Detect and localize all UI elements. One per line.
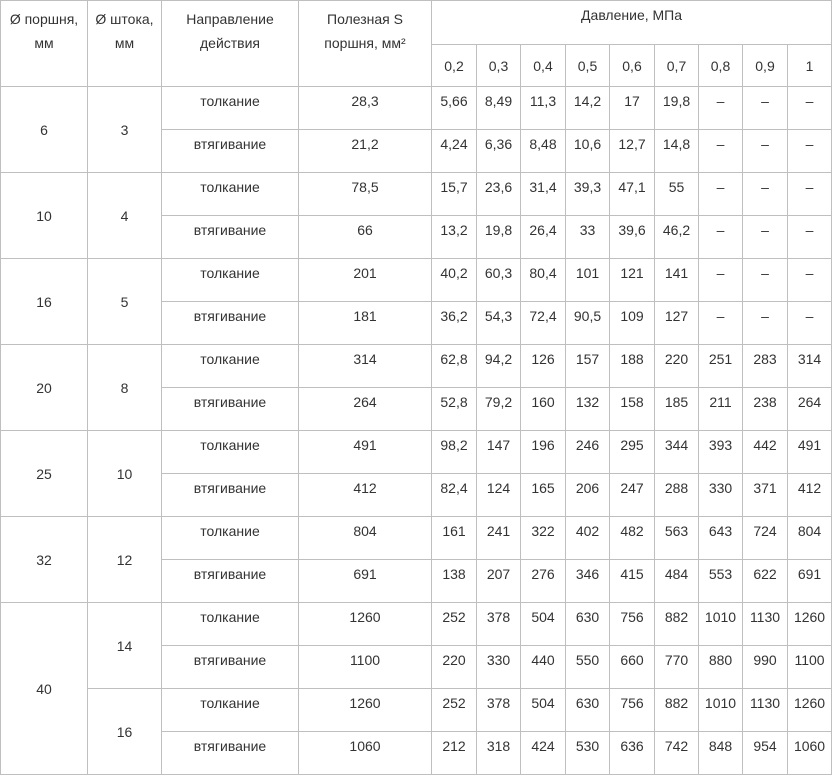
- area-cell: 66: [299, 216, 432, 259]
- direction-cell: толкание: [162, 87, 299, 130]
- table-row: [1, 517, 832, 560]
- pressure-value: 0,3: [477, 45, 521, 87]
- force-value-cell: 101: [566, 259, 610, 302]
- force-value-cell: 530: [566, 732, 610, 775]
- piston-diameter-cell: 25: [1, 431, 88, 517]
- force-value-cell: 211: [699, 388, 743, 431]
- force-value-cell: 276: [521, 560, 566, 603]
- rod-diameter-cell: 12: [88, 517, 162, 603]
- force-value-cell: 33: [566, 216, 610, 259]
- area-cell: 1260: [299, 689, 432, 732]
- force-value-cell: 62,8: [432, 345, 477, 388]
- force-value-cell: 1100: [788, 646, 832, 689]
- force-value-cell: 19,8: [477, 216, 521, 259]
- force-value-cell: 742: [655, 732, 699, 775]
- force-value-cell: 1010: [699, 603, 743, 646]
- pressure-value: 1: [788, 45, 832, 87]
- force-value-cell: 60,3: [477, 259, 521, 302]
- direction-cell: втягивание: [162, 302, 299, 345]
- pressure-value: 0,4: [521, 45, 566, 87]
- force-value-cell: 504: [521, 689, 566, 732]
- table-row: [1, 431, 832, 474]
- force-value-cell: 424: [521, 732, 566, 775]
- force-value-cell: 127: [655, 302, 699, 345]
- area-cell: 28,3: [299, 87, 432, 130]
- force-value-cell: –: [743, 302, 788, 345]
- direction-cell: толкание: [162, 345, 299, 388]
- rod-diameter-cell: 14: [88, 603, 162, 689]
- header-rod-diameter: Ø штока, мм: [88, 1, 162, 87]
- force-value-cell: 13,2: [432, 216, 477, 259]
- force-value-cell: 126: [521, 345, 566, 388]
- force-value-cell: 238: [743, 388, 788, 431]
- force-value-cell: 880: [699, 646, 743, 689]
- force-value-cell: 147: [477, 431, 521, 474]
- force-value-cell: –: [788, 302, 832, 345]
- force-value-cell: 371: [743, 474, 788, 517]
- pressure-value: 0,2: [432, 45, 477, 87]
- rod-diameter-cell: 4: [88, 173, 162, 259]
- force-value-cell: 40,2: [432, 259, 477, 302]
- force-value-cell: 8,49: [477, 87, 521, 130]
- force-value-cell: 770: [655, 646, 699, 689]
- force-value-cell: 804: [788, 517, 832, 560]
- force-value-cell: –: [788, 173, 832, 216]
- force-value-cell: 90,5: [566, 302, 610, 345]
- force-value-cell: 5,66: [432, 87, 477, 130]
- rod-diameter-cell: 5: [88, 259, 162, 345]
- area-cell: 804: [299, 517, 432, 560]
- force-value-cell: 283: [743, 345, 788, 388]
- force-value-cell: 109: [610, 302, 655, 345]
- force-value-cell: 54,3: [477, 302, 521, 345]
- force-value-cell: 207: [477, 560, 521, 603]
- table-row: [1, 689, 832, 732]
- force-value-cell: 157: [566, 345, 610, 388]
- direction-cell: втягивание: [162, 130, 299, 173]
- direction-cell: втягивание: [162, 732, 299, 775]
- header-row: [1, 1, 832, 45]
- force-value-cell: 124: [477, 474, 521, 517]
- force-value-cell: 94,2: [477, 345, 521, 388]
- force-value-cell: 8,48: [521, 130, 566, 173]
- force-value-cell: 246: [566, 431, 610, 474]
- area-cell: 201: [299, 259, 432, 302]
- force-value-cell: 188: [610, 345, 655, 388]
- area-cell: 314: [299, 345, 432, 388]
- force-value-cell: 643: [699, 517, 743, 560]
- force-value-cell: 318: [477, 732, 521, 775]
- force-value-cell: 402: [566, 517, 610, 560]
- force-value-cell: 72,4: [521, 302, 566, 345]
- force-value-cell: 252: [432, 689, 477, 732]
- pressure-value: 0,8: [699, 45, 743, 87]
- force-value-cell: 622: [743, 560, 788, 603]
- pressure-value: 0,6: [610, 45, 655, 87]
- force-value-cell: 344: [655, 431, 699, 474]
- force-value-cell: 47,1: [610, 173, 655, 216]
- force-value-cell: 848: [699, 732, 743, 775]
- force-value-cell: 10,6: [566, 130, 610, 173]
- force-value-cell: 252: [432, 603, 477, 646]
- header-pressure: Давление, МПа: [432, 1, 832, 45]
- force-value-cell: –: [699, 173, 743, 216]
- force-value-cell: 330: [477, 646, 521, 689]
- direction-cell: толкание: [162, 689, 299, 732]
- force-value-cell: 954: [743, 732, 788, 775]
- force-value-cell: 691: [788, 560, 832, 603]
- direction-cell: втягивание: [162, 388, 299, 431]
- force-value-cell: 553: [699, 560, 743, 603]
- piston-diameter-cell: 10: [1, 173, 88, 259]
- area-cell: 412: [299, 474, 432, 517]
- force-value-cell: 322: [521, 517, 566, 560]
- table-row: [1, 345, 832, 388]
- table-header: [1, 1, 832, 87]
- header-direction: Направление действия: [162, 1, 299, 87]
- force-value-cell: 1060: [788, 732, 832, 775]
- piston-diameter-cell: 40: [1, 603, 88, 775]
- force-value-cell: 98,2: [432, 431, 477, 474]
- piston-diameter-cell: 20: [1, 345, 88, 431]
- table-row: [1, 173, 832, 216]
- rod-diameter-cell: 8: [88, 345, 162, 431]
- force-value-cell: 504: [521, 603, 566, 646]
- force-value-cell: 14,2: [566, 87, 610, 130]
- force-value-cell: 138: [432, 560, 477, 603]
- force-value-cell: 756: [610, 689, 655, 732]
- direction-cell: втягивание: [162, 560, 299, 603]
- direction-cell: толкание: [162, 259, 299, 302]
- force-value-cell: –: [743, 130, 788, 173]
- force-value-cell: 415: [610, 560, 655, 603]
- force-value-cell: 165: [521, 474, 566, 517]
- area-cell: 691: [299, 560, 432, 603]
- area-cell: 78,5: [299, 173, 432, 216]
- header-area: Полезная S поршня, мм²: [299, 1, 432, 87]
- force-value-cell: 121: [610, 259, 655, 302]
- force-value-cell: 288: [655, 474, 699, 517]
- piston-diameter-cell: 32: [1, 517, 88, 603]
- force-value-cell: 39,6: [610, 216, 655, 259]
- force-value-cell: 412: [788, 474, 832, 517]
- force-value-cell: –: [743, 173, 788, 216]
- force-value-cell: 31,4: [521, 173, 566, 216]
- force-value-cell: 491: [788, 431, 832, 474]
- direction-cell: втягивание: [162, 474, 299, 517]
- pressure-value: 0,5: [566, 45, 610, 87]
- force-value-cell: –: [743, 259, 788, 302]
- table-row: [1, 259, 832, 302]
- table-row: [1, 87, 832, 130]
- direction-cell: втягивание: [162, 216, 299, 259]
- force-value-cell: –: [743, 216, 788, 259]
- force-value-cell: 756: [610, 603, 655, 646]
- rod-diameter-cell: 16: [88, 689, 162, 775]
- force-value-cell: 1260: [788, 603, 832, 646]
- force-value-cell: 378: [477, 603, 521, 646]
- force-value-cell: 196: [521, 431, 566, 474]
- force-value-cell: 264: [788, 388, 832, 431]
- force-value-cell: 482: [610, 517, 655, 560]
- force-value-cell: 330: [699, 474, 743, 517]
- force-value-cell: 26,4: [521, 216, 566, 259]
- force-value-cell: 1130: [743, 603, 788, 646]
- force-value-cell: –: [699, 87, 743, 130]
- force-value-cell: 14,8: [655, 130, 699, 173]
- direction-cell: толкание: [162, 173, 299, 216]
- force-value-cell: 4,24: [432, 130, 477, 173]
- direction-cell: толкание: [162, 431, 299, 474]
- force-value-cell: –: [699, 216, 743, 259]
- force-value-cell: –: [699, 259, 743, 302]
- force-value-cell: 82,4: [432, 474, 477, 517]
- force-value-cell: 484: [655, 560, 699, 603]
- rod-diameter-cell: 10: [88, 431, 162, 517]
- direction-cell: втягивание: [162, 646, 299, 689]
- force-value-cell: 185: [655, 388, 699, 431]
- area-cell: 264: [299, 388, 432, 431]
- pressure-value: 0,7: [655, 45, 699, 87]
- force-value-cell: 52,8: [432, 388, 477, 431]
- force-value-cell: 11,3: [521, 87, 566, 130]
- table-row: [1, 603, 832, 646]
- force-value-cell: 17: [610, 87, 655, 130]
- force-value-cell: 241: [477, 517, 521, 560]
- force-value-cell: 440: [521, 646, 566, 689]
- force-value-cell: –: [699, 130, 743, 173]
- force-value-cell: 55: [655, 173, 699, 216]
- table-body: [1, 87, 832, 775]
- direction-cell: толкание: [162, 603, 299, 646]
- force-value-cell: 206: [566, 474, 610, 517]
- pressure-value: 0,9: [743, 45, 788, 87]
- force-value-cell: –: [788, 216, 832, 259]
- force-value-cell: –: [788, 259, 832, 302]
- force-value-cell: 251: [699, 345, 743, 388]
- area-cell: 1260: [299, 603, 432, 646]
- force-value-cell: –: [743, 87, 788, 130]
- area-cell: 181: [299, 302, 432, 345]
- force-value-cell: 19,8: [655, 87, 699, 130]
- rod-diameter-cell: 3: [88, 87, 162, 173]
- force-value-cell: 161: [432, 517, 477, 560]
- area-cell: 1060: [299, 732, 432, 775]
- force-value-cell: 990: [743, 646, 788, 689]
- force-value-cell: 882: [655, 689, 699, 732]
- area-cell: 1100: [299, 646, 432, 689]
- force-value-cell: 12,7: [610, 130, 655, 173]
- force-value-cell: 630: [566, 603, 610, 646]
- force-value-cell: 724: [743, 517, 788, 560]
- piston-diameter-cell: 16: [1, 259, 88, 345]
- force-value-cell: 46,2: [655, 216, 699, 259]
- force-value-cell: 295: [610, 431, 655, 474]
- force-value-cell: 346: [566, 560, 610, 603]
- area-cell: 491: [299, 431, 432, 474]
- force-value-cell: 314: [788, 345, 832, 388]
- force-value-cell: 80,4: [521, 259, 566, 302]
- force-value-cell: 378: [477, 689, 521, 732]
- force-value-cell: 23,6: [477, 173, 521, 216]
- force-value-cell: 220: [432, 646, 477, 689]
- force-value-cell: 132: [566, 388, 610, 431]
- force-value-cell: 158: [610, 388, 655, 431]
- piston-diameter-cell: 6: [1, 87, 88, 173]
- force-value-cell: 160: [521, 388, 566, 431]
- force-value-cell: 660: [610, 646, 655, 689]
- force-value-cell: 220: [655, 345, 699, 388]
- direction-cell: толкание: [162, 517, 299, 560]
- header-piston-diameter: Ø поршня, мм: [1, 1, 88, 87]
- force-value-cell: 1130: [743, 689, 788, 732]
- force-value-cell: –: [699, 302, 743, 345]
- force-value-cell: 630: [566, 689, 610, 732]
- force-value-cell: 141: [655, 259, 699, 302]
- force-value-cell: –: [788, 87, 832, 130]
- force-value-cell: 15,7: [432, 173, 477, 216]
- force-value-cell: 882: [655, 603, 699, 646]
- force-value-cell: 393: [699, 431, 743, 474]
- force-value-cell: 6,36: [477, 130, 521, 173]
- force-value-cell: 550: [566, 646, 610, 689]
- force-value-cell: –: [788, 130, 832, 173]
- force-value-cell: 636: [610, 732, 655, 775]
- force-value-cell: 247: [610, 474, 655, 517]
- force-value-cell: 1010: [699, 689, 743, 732]
- force-value-cell: 36,2: [432, 302, 477, 345]
- force-value-cell: 39,3: [566, 173, 610, 216]
- force-value-cell: 442: [743, 431, 788, 474]
- force-value-cell: 79,2: [477, 388, 521, 431]
- force-value-cell: 212: [432, 732, 477, 775]
- area-cell: 21,2: [299, 130, 432, 173]
- force-value-cell: 1260: [788, 689, 832, 732]
- force-value-cell: 563: [655, 517, 699, 560]
